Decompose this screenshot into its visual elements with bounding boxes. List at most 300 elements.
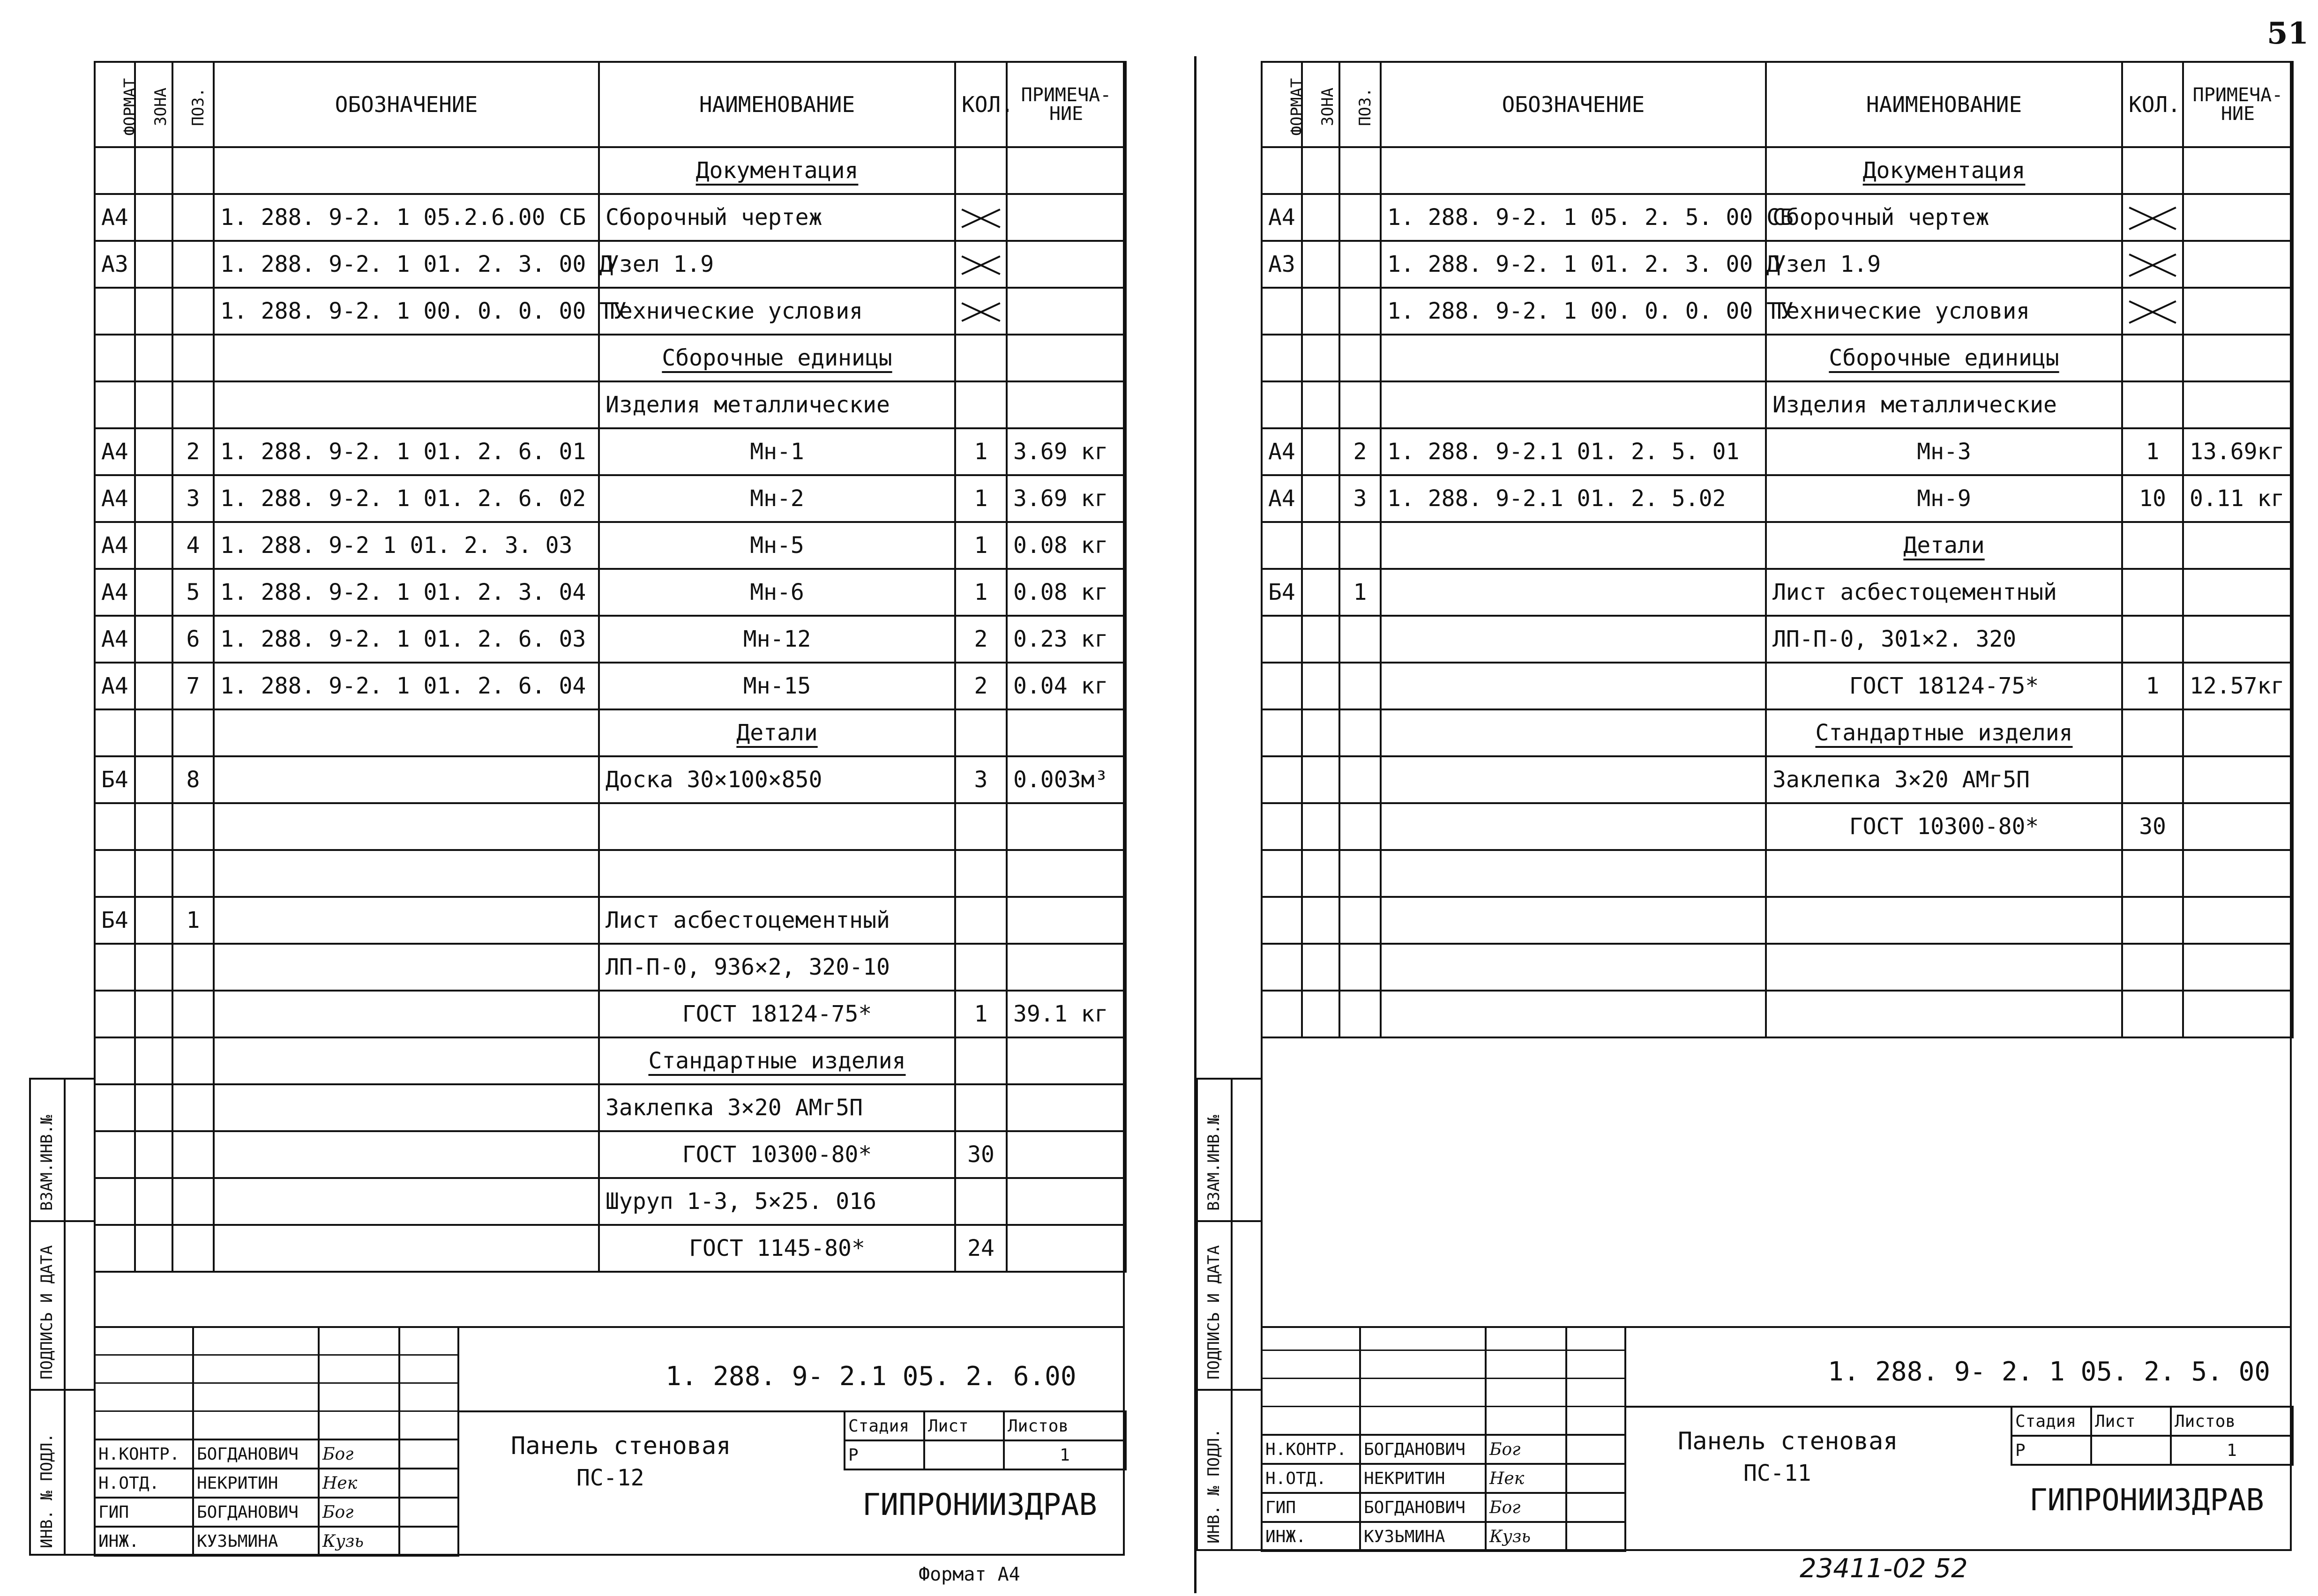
note-cell <box>1007 1178 1126 1225</box>
zone-cell <box>135 569 172 616</box>
name-cell <box>599 1037 955 1084</box>
item-name: Технические условия <box>606 298 863 324</box>
name-cell <box>1766 475 2122 522</box>
qty-cell <box>2122 944 2183 991</box>
note-cell: 13.69кг <box>2183 428 2293 475</box>
qty-cell: 10 <box>2122 475 2183 522</box>
note-cell <box>2183 522 2293 569</box>
zone-cell <box>135 475 172 522</box>
pos-cell <box>1339 756 1381 803</box>
format-cell: А4 <box>1262 475 1302 522</box>
item-name: Детали <box>736 720 818 746</box>
table-row <box>1262 194 2293 241</box>
note-cell: 0.003м³ <box>1007 756 1126 803</box>
format-cell <box>95 1131 135 1178</box>
table-row <box>95 663 1126 709</box>
date-cell <box>399 1439 458 1469</box>
item-name: ГОСТ 18124-75* <box>682 1001 872 1027</box>
table-row <box>95 1131 1126 1178</box>
side-label-inv-orig: ИНВ. № ПОДЛ. <box>37 1433 56 1548</box>
format-cell <box>95 803 135 850</box>
table-row <box>95 709 1126 756</box>
person-name-cell: БОГДАНОВИЧ <box>1360 1493 1486 1522</box>
name-cell <box>1766 663 2122 709</box>
role-cell: Н.КОНТР. <box>95 1439 193 1469</box>
side-label-inv-sub: ВЗАМ.ИНВ.№ <box>1204 1115 1223 1211</box>
date-cell <box>1566 1493 1625 1522</box>
table-row <box>1262 803 2293 850</box>
qty-cell: 2 <box>955 663 1007 709</box>
designation-cell: 1. 288. 9-2. 1 01. 2. 3. 04 <box>214 569 599 616</box>
date-cell <box>399 1527 458 1556</box>
person-name-cell: БОГДАНОВИЧ <box>1360 1435 1486 1464</box>
pos-cell: 3 <box>172 475 214 522</box>
zone-cell <box>135 147 172 194</box>
name-cell <box>1766 147 2122 194</box>
designation-cell <box>214 1225 599 1272</box>
note-cell <box>2183 288 2293 335</box>
item-name: Шуруп 1-3, 5×25. 016 <box>606 1188 876 1215</box>
name-cell <box>1766 616 2122 663</box>
table-row <box>1262 288 2293 335</box>
designation-cell <box>1381 663 1766 709</box>
name-cell <box>1766 241 2122 288</box>
zone-cell <box>1302 428 1339 475</box>
item-name: Изделия металлические <box>606 392 890 418</box>
format-cell <box>95 944 135 991</box>
designation-cell: 1. 288. 9-2. 1 01. 2. 6. 04 <box>214 663 599 709</box>
zone-cell <box>135 850 172 897</box>
header-format: ФОРМАТ <box>1262 62 1302 147</box>
zone-cell <box>135 1225 172 1272</box>
person-name-cell: КУЗЬМИНА <box>193 1527 319 1556</box>
qty-cell <box>955 1084 1007 1131</box>
table-row <box>95 991 1126 1037</box>
zone-cell <box>1302 288 1339 335</box>
right-title-code: ПС-11 <box>1743 1460 1811 1486</box>
item-name: ГОСТ 10300-80* <box>1849 813 2039 840</box>
table-row <box>95 147 1126 194</box>
format-cell: Б4 <box>95 756 135 803</box>
table-row <box>95 428 1126 475</box>
designation-cell <box>1381 569 1766 616</box>
zone-cell <box>135 1178 172 1225</box>
table-row <box>1262 897 2293 944</box>
qty-cell <box>955 803 1007 850</box>
designation-cell <box>214 991 599 1037</box>
header-designation: ОБОЗНАЧЕНИЕ <box>1381 62 1766 147</box>
zone-cell <box>1302 381 1339 428</box>
note-cell: 12.57кг <box>2183 663 2293 709</box>
format-cell: А4 <box>95 522 135 569</box>
person-name-cell: БОГДАНОВИЧ <box>193 1498 319 1527</box>
format-cell <box>95 1037 135 1084</box>
qty-cell: 1 <box>955 991 1007 1037</box>
format-note: Формат А4 <box>919 1564 1020 1585</box>
designation-cell <box>214 944 599 991</box>
qty-cell: 3 <box>955 756 1007 803</box>
item-name: Технические условия <box>1772 298 2030 324</box>
item-name: Мн-2 <box>750 485 804 512</box>
designation-cell <box>214 147 599 194</box>
zone-cell <box>1302 335 1339 381</box>
qty-cell: 1 <box>955 428 1007 475</box>
date-cell <box>399 1498 458 1527</box>
pos-cell <box>172 803 214 850</box>
format-cell <box>1262 991 1302 1037</box>
pos-cell <box>172 241 214 288</box>
qty-cell <box>955 944 1007 991</box>
header-zone: ЗОНА <box>135 62 172 147</box>
zone-cell <box>135 381 172 428</box>
date-cell <box>1566 1435 1625 1464</box>
note-cell: 0.11 кг <box>2183 475 2293 522</box>
pos-cell <box>172 709 214 756</box>
left-title-code: ПС-12 <box>576 1465 644 1491</box>
item-name: Мн-5 <box>750 532 804 559</box>
item-name: Стандартные изделия <box>1815 720 2073 746</box>
item-name: ГОСТ 18124-75* <box>1849 673 2039 699</box>
zone-cell <box>135 241 172 288</box>
pos-cell <box>1339 850 1381 897</box>
name-cell <box>1766 803 2122 850</box>
pos-cell <box>172 1225 214 1272</box>
name-cell <box>599 381 955 428</box>
table-row <box>1262 428 2293 475</box>
name-cell <box>599 897 955 944</box>
zone-cell <box>1302 709 1339 756</box>
designation-cell: 1. 288. 9-2 1 01. 2. 3. 03 <box>214 522 599 569</box>
format-cell <box>1262 944 1302 991</box>
left-title: Панель стеновая <box>511 1432 731 1460</box>
qty-cell: 30 <box>955 1131 1007 1178</box>
note-cell <box>1007 381 1126 428</box>
qty-cell <box>955 1178 1007 1225</box>
zone-cell <box>1302 850 1339 897</box>
table-row <box>95 1225 1126 1272</box>
format-cell <box>95 1178 135 1225</box>
zone-cell <box>135 335 172 381</box>
signature-cell: Кузь <box>1486 1522 1566 1551</box>
designation-cell <box>214 381 599 428</box>
pos-cell <box>1339 803 1381 850</box>
table-row <box>95 803 1126 850</box>
designation-cell <box>1381 709 1766 756</box>
person-name-cell: НЕКРИТИН <box>1360 1464 1486 1493</box>
format-cell <box>95 288 135 335</box>
pos-cell <box>172 991 214 1037</box>
header-row <box>95 62 1126 147</box>
item-name: Изделия металлические <box>1772 392 2057 418</box>
format-cell: А4 <box>95 475 135 522</box>
pos-cell <box>1339 522 1381 569</box>
zone-cell <box>1302 756 1339 803</box>
zone-cell <box>135 803 172 850</box>
name-cell <box>1766 522 2122 569</box>
pos-cell <box>172 194 214 241</box>
note-cell <box>1007 709 1126 756</box>
zone-cell <box>1302 475 1339 522</box>
signature-row <box>1262 1493 1625 1522</box>
item-name: ЛП-П-0, 936×2, 320-10 <box>606 954 890 980</box>
item-name: ГОСТ 1145-80* <box>689 1235 865 1261</box>
zone-cell <box>1302 147 1339 194</box>
note-cell <box>1007 1037 1126 1084</box>
qty-cell <box>955 709 1007 756</box>
designation-cell <box>214 897 599 944</box>
designation-cell: 1. 288. 9-2. 1 00. 0. 0. 00 ТУ <box>214 288 599 335</box>
signature-cell: Нек <box>319 1469 399 1498</box>
name-cell <box>599 522 955 569</box>
format-cell: А4 <box>95 663 135 709</box>
format-cell: А4 <box>1262 428 1302 475</box>
zone-cell <box>135 428 172 475</box>
left-org: ГИПРОНИИЗДРАВ <box>862 1488 1097 1522</box>
role-cell: ГИП <box>1262 1493 1360 1522</box>
qty-cell: 24 <box>955 1225 1007 1272</box>
side-label-inv-orig: ИНВ. № ПОДЛ. <box>1204 1428 1223 1544</box>
format-cell: А4 <box>95 616 135 663</box>
note-cell <box>1007 241 1126 288</box>
note-cell: 0.04 кг <box>1007 663 1126 709</box>
name-cell <box>1766 569 2122 616</box>
note-cell <box>1007 288 1126 335</box>
note-cell: 0.23 кг <box>1007 616 1126 663</box>
name-cell <box>599 428 955 475</box>
pos-cell <box>172 1084 214 1131</box>
pos-cell <box>1339 381 1381 428</box>
format-cell <box>1262 803 1302 850</box>
note-cell <box>2183 381 2293 428</box>
signature-cell: Бог <box>1486 1435 1566 1464</box>
item-name: Документация <box>1862 157 2026 184</box>
date-cell <box>399 1469 458 1498</box>
zone-cell <box>1302 194 1339 241</box>
zone-cell <box>135 991 172 1037</box>
item-name: Сборочные единицы <box>1829 345 2059 371</box>
table-row <box>1262 381 2293 428</box>
name-cell <box>1766 944 2122 991</box>
qty-cell <box>2122 991 2183 1037</box>
zone-cell <box>1302 897 1339 944</box>
pos-cell <box>172 1037 214 1084</box>
designation-cell: 1. 288. 9-2. 1 01. 2. 3. 00 Д <box>1381 241 1766 288</box>
page-number: 51 <box>2266 16 2309 51</box>
format-cell: А3 <box>1262 241 1302 288</box>
designation-cell <box>214 1178 599 1225</box>
note-cell <box>1007 1225 1126 1272</box>
qty-cell: 1 <box>955 522 1007 569</box>
zone-cell <box>1302 663 1339 709</box>
format-cell <box>1262 522 1302 569</box>
qty-cell <box>2122 522 2183 569</box>
header-qty: КОЛ. <box>955 62 1007 147</box>
designation-cell <box>1381 944 1766 991</box>
qty-cell <box>955 897 1007 944</box>
qty-cell <box>955 241 1007 288</box>
note-cell <box>2183 147 2293 194</box>
pos-cell: 6 <box>172 616 214 663</box>
qty-cell <box>2122 194 2183 241</box>
qty-cell: 1 <box>955 475 1007 522</box>
pos-cell <box>172 1178 214 1225</box>
note-cell <box>1007 1131 1126 1178</box>
header-row <box>1262 62 2293 147</box>
qty-cell <box>2122 616 2183 663</box>
right-doc-code: 1. 288. 9- 2. 1 05. 2. 5. 00 <box>1828 1357 2271 1387</box>
pos-cell: 5 <box>172 569 214 616</box>
date-cell <box>1566 1522 1625 1551</box>
zone-cell <box>135 616 172 663</box>
zone-cell <box>135 1131 172 1178</box>
format-cell: А4 <box>95 428 135 475</box>
left-doc-code: 1. 288. 9- 2.1 05. 2. 6.00 <box>665 1361 1077 1392</box>
note-cell <box>1007 1084 1126 1131</box>
designation-cell <box>1381 756 1766 803</box>
side-label-inv-sub: ВЗАМ.ИНВ.№ <box>37 1115 56 1211</box>
pos-cell <box>172 944 214 991</box>
zone-cell <box>135 756 172 803</box>
name-cell <box>1766 381 2122 428</box>
name-cell <box>599 663 955 709</box>
table-row <box>95 241 1126 288</box>
table-row <box>1262 850 2293 897</box>
note-cell <box>1007 335 1126 381</box>
format-cell: А4 <box>95 194 135 241</box>
format-cell <box>95 991 135 1037</box>
qty-cell <box>955 381 1007 428</box>
pos-cell <box>172 147 214 194</box>
designation-cell: 1. 288. 9-2. 1 00. 0. 0. 00 ТУ <box>1381 288 1766 335</box>
date-cell <box>1566 1464 1625 1493</box>
designation-cell <box>1381 850 1766 897</box>
role-cell: ИНЖ. <box>1262 1522 1360 1551</box>
right-spec-table <box>1261 61 2294 1038</box>
name-cell <box>599 147 955 194</box>
left-side-strip <box>29 1078 96 1556</box>
designation-cell <box>214 335 599 381</box>
pos-cell: 2 <box>1339 428 1381 475</box>
pos-cell <box>1339 991 1381 1037</box>
format-cell: А4 <box>1262 194 1302 241</box>
note-cell <box>2183 991 2293 1037</box>
signature-cell: Бог <box>319 1498 399 1527</box>
role-cell: Н.ОТД. <box>1262 1464 1360 1493</box>
table-row <box>95 897 1126 944</box>
qty-cell <box>955 1037 1007 1084</box>
qty-cell <box>955 194 1007 241</box>
format-cell: Б4 <box>1262 569 1302 616</box>
format-cell <box>1262 897 1302 944</box>
name-cell <box>1766 288 2122 335</box>
signature-row <box>95 1469 458 1498</box>
name-cell <box>599 991 955 1037</box>
header-qty: КОЛ. <box>2122 62 2183 147</box>
zone-cell <box>1302 569 1339 616</box>
item-name: Мн-9 <box>1917 485 1971 512</box>
pos-cell <box>172 381 214 428</box>
name-cell <box>599 194 955 241</box>
archive-note: 23411-02 52 <box>1800 1553 1968 1584</box>
qty-cell <box>2122 381 2183 428</box>
header-name: НАИМЕНОВАНИЕ <box>1766 62 2122 147</box>
name-cell <box>599 569 955 616</box>
qty-cell: 2 <box>955 616 1007 663</box>
pos-cell <box>1339 616 1381 663</box>
item-name: Мн-12 <box>743 626 811 652</box>
zone-cell <box>135 288 172 335</box>
table-row <box>95 1084 1126 1131</box>
table-row <box>1262 709 2293 756</box>
zone-cell <box>1302 991 1339 1037</box>
signature-cell: Бог <box>1486 1493 1566 1522</box>
table-row <box>95 335 1126 381</box>
qty-cell <box>2122 335 2183 381</box>
signature-cell: Бог <box>319 1439 399 1469</box>
right-org: ГИПРОНИИЗДРАВ <box>2029 1483 2264 1518</box>
role-cell: ИНЖ. <box>95 1527 193 1556</box>
zone-cell <box>1302 803 1339 850</box>
right-title: Панель стеновая <box>1678 1427 1898 1455</box>
name-cell <box>1766 194 2122 241</box>
note-cell <box>2183 194 2293 241</box>
zone-cell <box>135 1084 172 1131</box>
item-name: Сборочный чертеж <box>606 204 823 231</box>
designation-cell <box>214 803 599 850</box>
zone-cell <box>135 897 172 944</box>
designation-cell: 1. 288. 9-2. 1 05.2.6.00 СБ <box>214 194 599 241</box>
format-cell <box>1262 663 1302 709</box>
pos-cell <box>1339 897 1381 944</box>
note-cell <box>1007 803 1126 850</box>
item-name: Сборочные единицы <box>662 345 892 371</box>
item-name: Мн-1 <box>750 439 804 465</box>
table-row <box>95 944 1126 991</box>
designation-cell: 1. 288. 9-2. 1 01. 2. 3. 00 Д <box>214 241 599 288</box>
zone-cell <box>135 663 172 709</box>
header-note: ПРИМЕЧА-НИЕ <box>2183 62 2293 147</box>
qty-cell: 1 <box>2122 663 2183 709</box>
qty-cell <box>955 850 1007 897</box>
format-cell <box>1262 288 1302 335</box>
zone-cell <box>135 709 172 756</box>
format-cell <box>1262 381 1302 428</box>
note-cell <box>1007 850 1126 897</box>
name-cell <box>1766 335 2122 381</box>
qty-cell <box>2122 288 2183 335</box>
table-row <box>95 194 1126 241</box>
qty-cell <box>2122 709 2183 756</box>
format-cell <box>1262 850 1302 897</box>
right-people-table <box>1261 1434 1626 1552</box>
format-cell: А4 <box>95 569 135 616</box>
right-side-strip <box>1196 1078 1263 1551</box>
name-cell <box>599 335 955 381</box>
item-name: ЛП-П-0, 301×2. 320 <box>1772 626 2017 652</box>
table-row <box>95 850 1126 897</box>
qty-cell <box>2122 897 2183 944</box>
designation-cell <box>1381 147 1766 194</box>
pos-cell <box>1339 663 1381 709</box>
qty-cell <box>2122 147 2183 194</box>
zone-cell <box>135 194 172 241</box>
format-cell <box>95 709 135 756</box>
name-cell <box>599 241 955 288</box>
note-cell <box>2183 709 2293 756</box>
designation-cell: 1. 288. 9-2. 1 01. 2. 6. 02 <box>214 475 599 522</box>
designation-cell <box>1381 335 1766 381</box>
note-cell <box>2183 616 2293 663</box>
